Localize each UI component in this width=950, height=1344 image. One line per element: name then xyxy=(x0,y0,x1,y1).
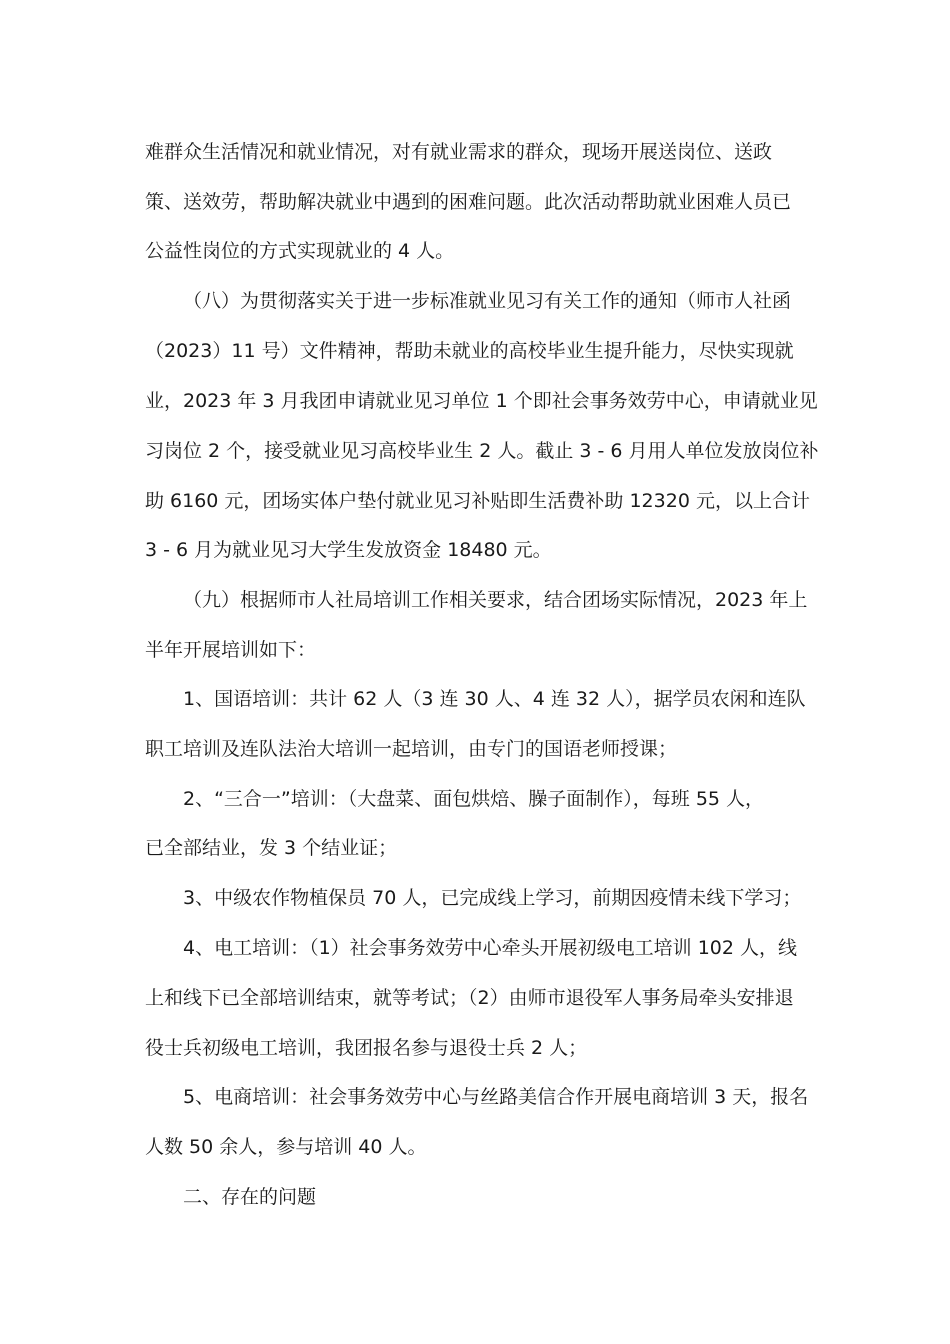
text-line: 3 - 6 月为就业见习大学生发放资金 18480 元。 xyxy=(145,539,552,561)
text-line: 助 6160 元，团场实体户垫付就业见习补贴即生活费补助 12320 元，以上合计 xyxy=(145,490,810,512)
list-item-4: 4、电工培训：（1）社会事务效劳中心牵头开展初级电工培训 102 人，线 xyxy=(183,937,798,959)
list-item-3: 3、中级农作物植保员 70 人，已完成线上学习，前期因疫情未线下学习； xyxy=(183,887,802,909)
text-line: 策、送效劳，帮助解决就业中遇到的困难问题。此次活动帮助就业困难人员已 xyxy=(145,191,792,213)
list-item-1: 1、国语培训：共计 62 人（3 连 30 人、4 连 32 人），据学员农闲和连队 xyxy=(183,688,806,710)
text-line: 公益性岗位的方式实现就业的 4 人。 xyxy=(145,240,455,262)
text-line: 半年开展培训如下： xyxy=(145,639,317,661)
text-line: 习岗位 2 个，接受就业见习高校毕业生 2 人。截止 3 - 6 月用人单位发放岗位补 xyxy=(145,440,819,462)
list-item-2: 2、“三合一”培训：（大盘菜、面包烘焙、臊子面制作），每班 55 人， xyxy=(183,788,765,810)
paragraph-9-start: （九）根据师市人社局培训工作相关要求，结合团场实际情况，2023 年上 xyxy=(183,589,808,611)
paragraph-8-start: （八）为贯彻落实关于进一步标准就业见习有关工作的通知（师市人社函 xyxy=(183,290,792,312)
section-heading: 二、存在的问题 xyxy=(183,1186,317,1208)
text-line: 役士兵初级电工培训，我团报名参与退役士兵 2 人； xyxy=(145,1037,588,1059)
text-line: 已全部结业，发 3 个结业证； xyxy=(145,837,398,859)
text-line: 职工培训及连队法治大培训一起培训，由专门的国语老师授课； xyxy=(145,738,678,760)
list-item-5: 5、电商培训：社会事务效劳中心与丝路美信合作开展电商培训 3 天，报名 xyxy=(183,1086,809,1108)
text-line: 业，2023 年 3 月我团申请就业见习单位 1 个即社会事务效劳中心，申请就业见 xyxy=(145,390,818,412)
text-line: 难群众生活情况和就业情况，对有就业需求的群众，现场开展送岗位、送政 xyxy=(145,141,773,163)
text-line: 人数 50 余人，参与培训 40 人。 xyxy=(145,1136,427,1158)
text-line: （2023）11 号）文件精神，帮助未就业的高校毕业生提升能力，尽快实现就 xyxy=(145,340,794,362)
text-line: 上和线下已全部培训结束，就等考试；（2）由师市退役军人事务局牵头安排退 xyxy=(145,987,794,1009)
